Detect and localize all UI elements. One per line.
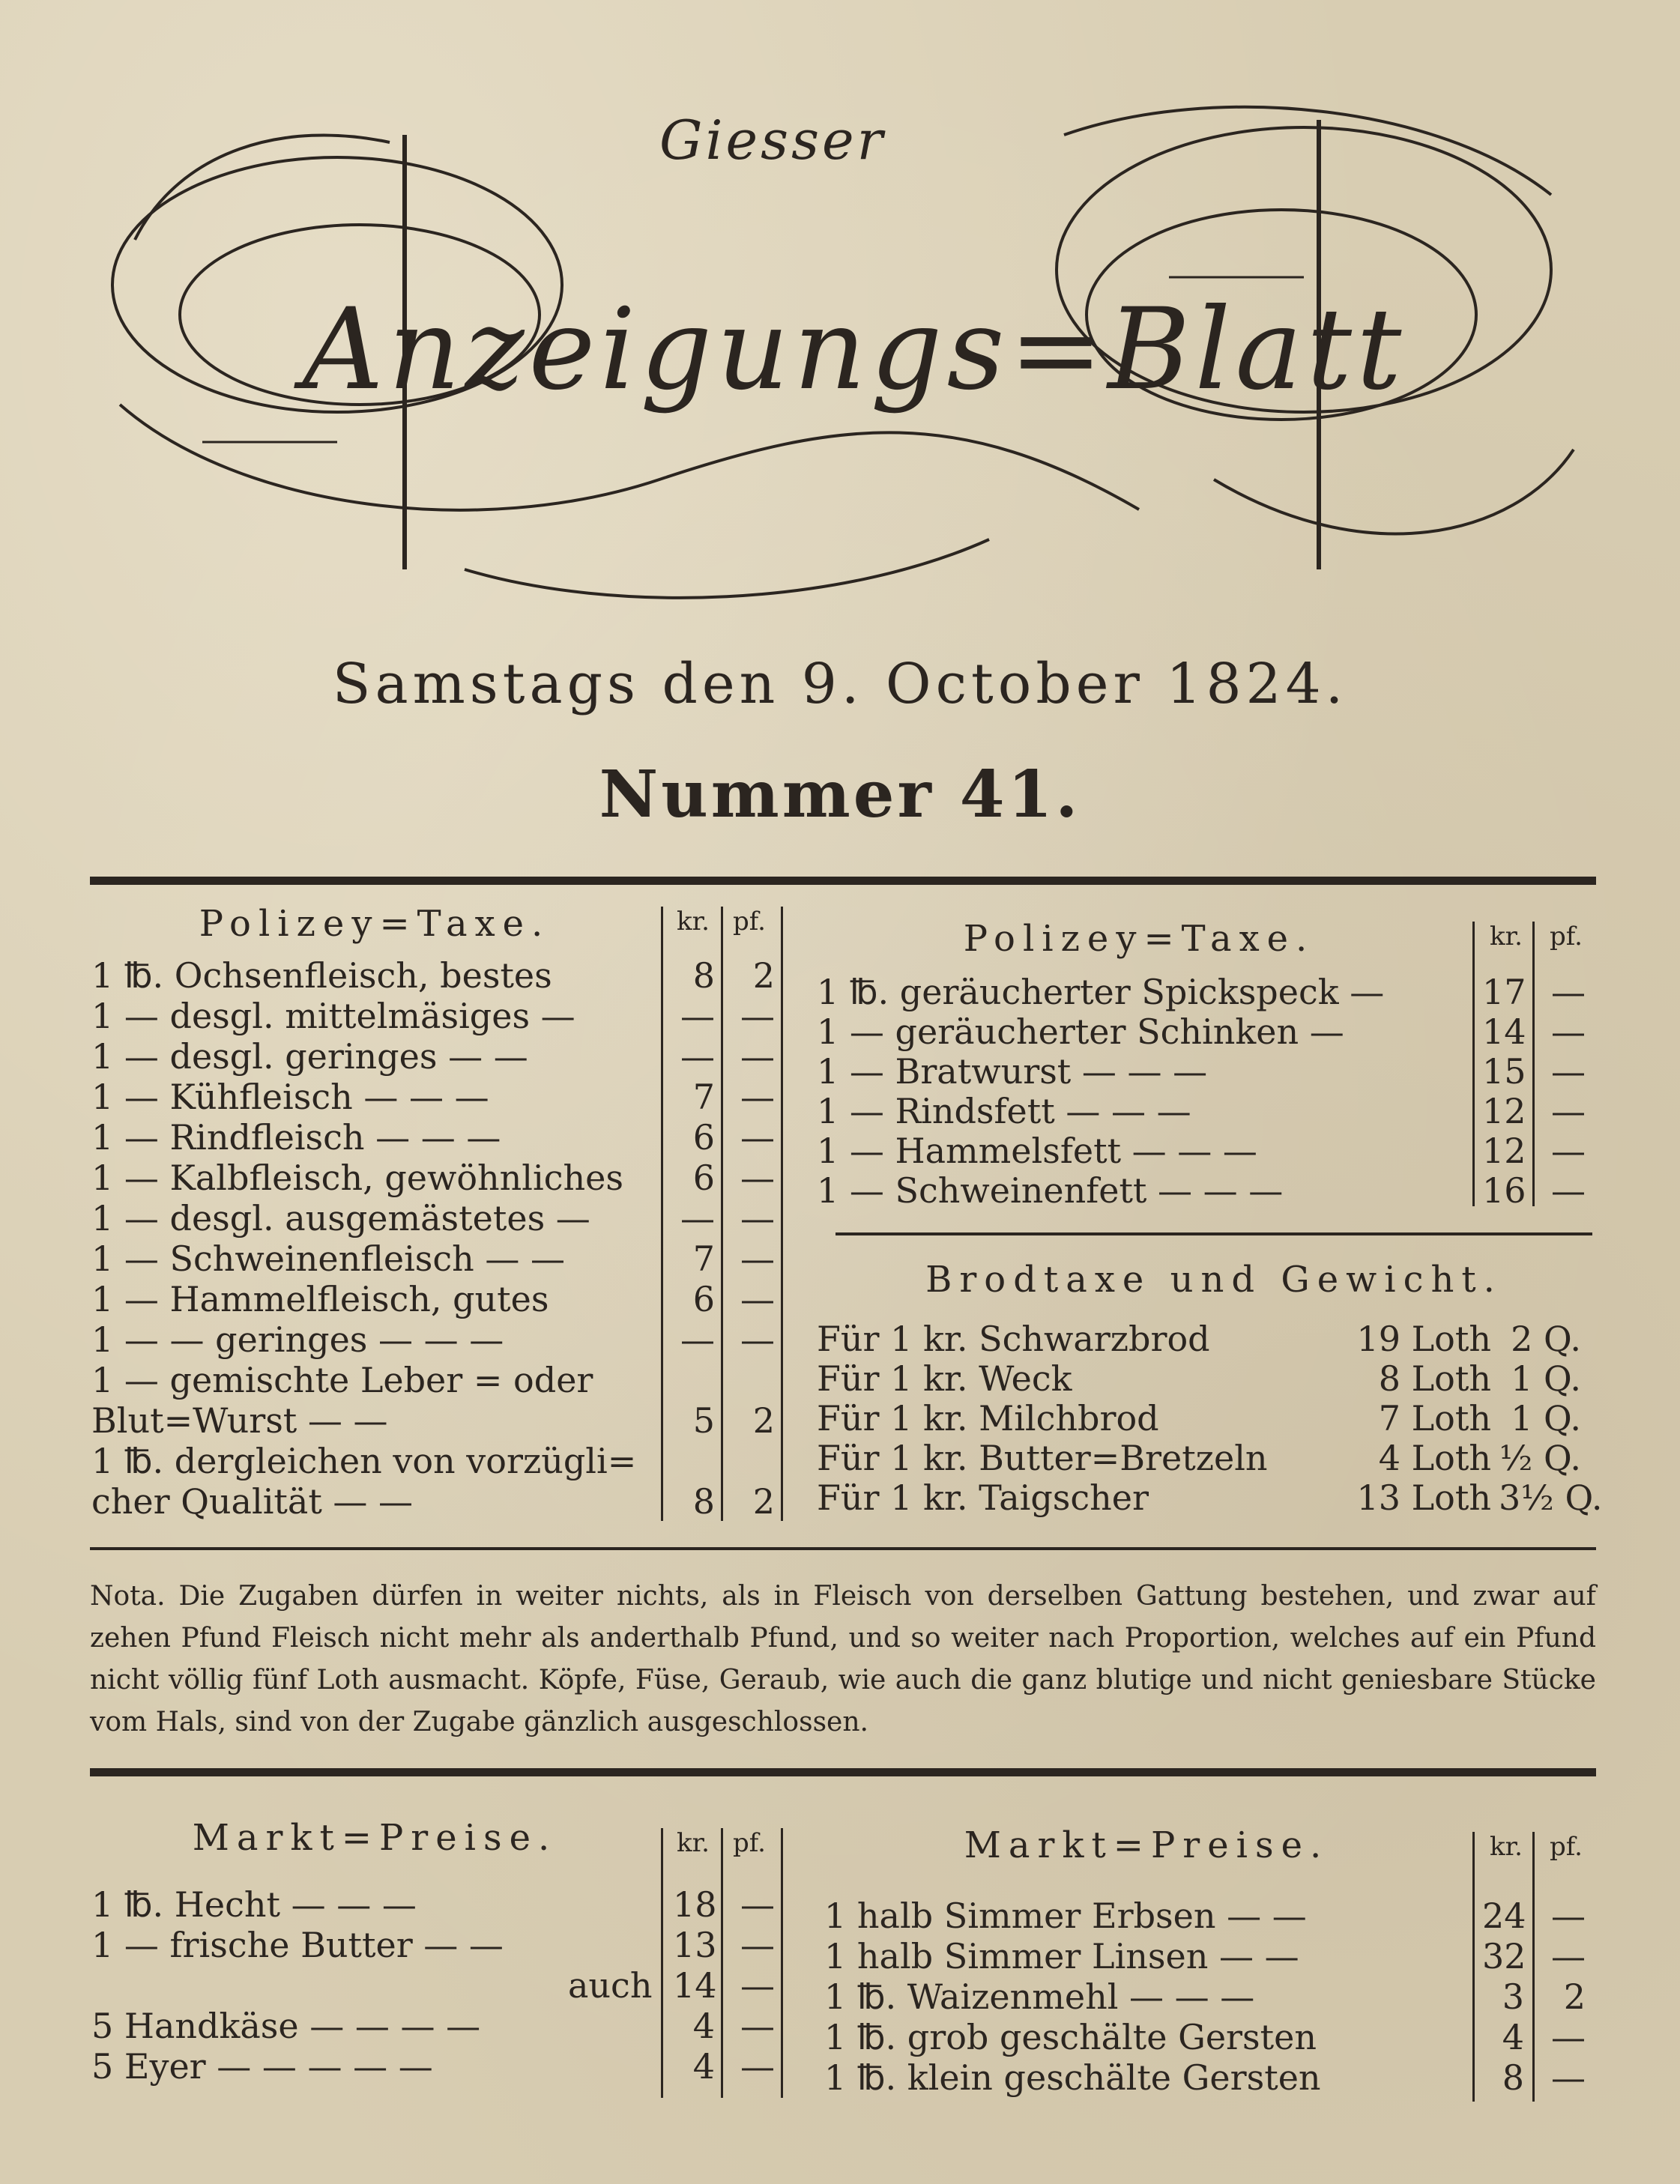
table-row — [817, 1011, 1589, 1052]
row-name: cher Qualität — — — [91, 1481, 414, 1522]
table-row — [817, 972, 1589, 1012]
row-pf: — — [740, 2046, 775, 2087]
table-row — [91, 1884, 778, 1925]
police-right-heading: Polizey=Taxe. — [963, 918, 1315, 960]
row-kr: 24 — [1482, 1896, 1526, 1936]
bread-label: Für 1 kr. Milchbrod — [817, 1398, 1159, 1439]
row-name: 1 — Hammelsfett — — — — [817, 1131, 1257, 1171]
bread-row — [817, 1319, 1596, 1359]
market-right-col-pf: pf. — [1550, 1832, 1583, 1862]
row-name: 1 — Rindsfett — — — — [817, 1091, 1191, 1131]
row-pf: — — [1551, 1091, 1586, 1131]
table-row — [91, 1925, 778, 1965]
bread-quentchen: 2 Q. — [1511, 1319, 1581, 1359]
row-name: 1 — Schweinenfett — — — — [817, 1170, 1284, 1211]
table-row — [824, 1976, 1589, 2017]
bread-row — [817, 1438, 1596, 1478]
table-row — [91, 1360, 778, 1400]
table-row — [91, 1279, 778, 1319]
market-right-col-kr: kr. — [1490, 1832, 1523, 1862]
row-name: 1 — Rindfleisch — — — — [91, 1117, 501, 1158]
table-row — [817, 1051, 1589, 1092]
row-kr: 8 — [692, 955, 715, 996]
row-name: 1 — desgl. mittelmäsiges — — [91, 996, 575, 1036]
police-left-vrule-3 — [781, 907, 783, 1521]
table-row — [91, 1077, 778, 1117]
row-name: 1 — Hammelfleisch, gutes — [91, 1279, 549, 1319]
row-pf: 2 — [752, 1400, 775, 1441]
issue-number: Nummer 41. — [599, 757, 1081, 832]
row-name: 1 ℔. grob geschälte Gersten — [824, 2017, 1317, 2057]
bread-rule — [836, 1232, 1592, 1235]
row-pf: — — [740, 1158, 775, 1198]
market-rule — [90, 1768, 1596, 1776]
row-name: auch — [568, 1965, 653, 2006]
row-name: 5 Handkäse — — — — — [91, 2006, 481, 2046]
table-row — [824, 1936, 1589, 1976]
row-pf: — — [740, 1884, 775, 1925]
table-row — [91, 1441, 778, 1481]
row-pf: — — [740, 1117, 775, 1158]
row-name: Blut=Wurst — — — [91, 1400, 388, 1441]
row-kr: 8 — [1502, 2057, 1524, 2098]
row-name: 1 halb Simmer Erbsen — — — [824, 1896, 1307, 1936]
row-kr: 15 — [1482, 1051, 1526, 1092]
row-kr: 12 — [1482, 1091, 1526, 1131]
table-row — [91, 1319, 778, 1360]
table-row — [91, 1400, 778, 1441]
row-kr: 6 — [692, 1117, 715, 1158]
table-row — [91, 1965, 778, 2006]
top-rule — [90, 877, 1596, 885]
police-left-col-pf: pf. — [733, 907, 766, 937]
table-row — [91, 1198, 778, 1238]
police-right-col-kr: kr. — [1490, 922, 1523, 952]
bread-weight: 13 Loth — [1356, 1477, 1491, 1518]
row-pf: — — [740, 1965, 775, 2006]
bread-quentchen: 1 Q. — [1511, 1398, 1581, 1439]
row-name: 1 ℔. geräucherter Spickspeck — — [817, 972, 1385, 1012]
row-kr: — — [680, 1319, 715, 1360]
table-row — [91, 996, 778, 1036]
bread-weight: 7 Loth — [1378, 1398, 1491, 1439]
police-left-col-kr: kr. — [677, 907, 710, 937]
table-row — [91, 2006, 778, 2046]
row-pf: 2 — [1563, 1976, 1586, 2017]
table-row — [91, 1238, 778, 1279]
market-right-heading: Markt=Preise. — [964, 1824, 1329, 1866]
row-name: 1 — Bratwurst — — — — [817, 1051, 1208, 1092]
table-row — [91, 955, 778, 996]
row-name: 1 ℔. Hecht — — — — [91, 1884, 417, 1925]
bread-weight: 19 Loth — [1356, 1319, 1491, 1359]
row-pf: — — [1551, 2057, 1586, 2098]
market-left-col-kr: kr. — [677, 1828, 710, 1858]
row-kr: 6 — [692, 1279, 715, 1319]
row-name: 1 — Kalbfleisch, gewöhnliches — [91, 1158, 623, 1198]
table-row — [817, 1170, 1589, 1211]
row-name: 1 halb Simmer Linsen — — — [824, 1936, 1299, 1976]
bread-label: Für 1 kr. Butter=Bretzeln — [817, 1438, 1268, 1478]
row-name: 5 Eyer — — — — — — [91, 2046, 433, 2087]
row-pf: — — [740, 1925, 775, 1965]
row-kr: 3 — [1502, 1976, 1524, 2017]
row-name: 1 ℔. klein geschälte Gersten — [824, 2057, 1321, 2098]
table-row — [91, 1117, 778, 1158]
row-name: 1 ℔. dergleichen von vorzügli= — [91, 1441, 637, 1481]
row-pf: — — [740, 1319, 775, 1360]
bread-heading: Brodtaxe und Gewicht. — [925, 1259, 1502, 1301]
row-pf: 2 — [752, 955, 775, 996]
bread-row — [817, 1358, 1596, 1399]
bread-weight: 8 Loth — [1378, 1358, 1491, 1399]
table-row — [824, 1896, 1589, 1936]
market-left-heading: Markt=Preise. — [192, 1817, 558, 1859]
row-pf: — — [1551, 972, 1586, 1012]
bread-quentchen: 3½ Q. — [1499, 1477, 1603, 1518]
row-kr: 12 — [1482, 1131, 1526, 1171]
table-row — [817, 1091, 1589, 1131]
bread-label: Für 1 kr. Weck — [817, 1358, 1072, 1399]
bread-label: Für 1 kr. Schwarzbrod — [817, 1319, 1210, 1359]
row-kr: 17 — [1482, 972, 1526, 1012]
police-right-col-pf: pf. — [1550, 922, 1583, 952]
row-kr: 7 — [692, 1077, 715, 1117]
row-kr: 4 — [692, 2046, 715, 2087]
row-kr: 7 — [692, 1238, 715, 1279]
row-kr: 6 — [692, 1158, 715, 1198]
row-kr: 32 — [1482, 1936, 1526, 1976]
row-kr: 8 — [692, 1481, 715, 1522]
row-name: 1 — Schweinenfleisch — — — [91, 1238, 566, 1279]
row-pf: — — [740, 1077, 775, 1117]
masthead-title: Anzeigungs=Blatt — [302, 285, 1406, 415]
row-pf: — — [1551, 1936, 1586, 1976]
row-name: 1 ℔. Ochsenfleisch, bestes — [91, 955, 552, 996]
row-name: 1 — — geringes — — — — [91, 1319, 504, 1360]
row-kr: 4 — [692, 2006, 715, 2046]
row-pf: — — [1551, 1170, 1586, 1211]
dateline: Samstags den 9. October 1824. — [332, 652, 1348, 716]
row-pf: 2 — [752, 1481, 775, 1522]
row-kr: — — [680, 996, 715, 1036]
row-name: 1 — desgl. geringes — — — [91, 1036, 528, 1077]
police-left-heading: Polizey=Taxe. — [199, 903, 551, 945]
row-pf: — — [740, 1036, 775, 1077]
bread-quentchen: ½ Q. — [1499, 1438, 1581, 1478]
bread-label: Für 1 kr. Taigscher — [817, 1477, 1149, 1518]
row-pf: — — [1551, 2017, 1586, 2057]
masthead-prefix: Giesser — [659, 109, 886, 172]
table-row — [91, 1481, 778, 1522]
row-name: 1 — desgl. ausgemästetes — — [91, 1198, 590, 1238]
row-name: 1 — Kühfleisch — — — — [91, 1077, 489, 1117]
bread-row — [817, 1477, 1603, 1518]
row-kr: 13 — [673, 1925, 717, 1965]
row-pf: — — [1551, 1011, 1586, 1052]
table-row — [91, 1158, 778, 1198]
row-kr: — — [680, 1036, 715, 1077]
row-pf: — — [740, 1198, 775, 1238]
table-row — [817, 1131, 1589, 1171]
table-row — [824, 2017, 1589, 2057]
row-kr: 5 — [692, 1400, 715, 1441]
row-kr: 4 — [1502, 2017, 1524, 2057]
row-pf: — — [740, 2006, 775, 2046]
row-pf: — — [740, 996, 775, 1036]
table-row — [824, 2057, 1589, 2098]
row-pf: — — [1551, 1051, 1586, 1092]
market-left-vrule-3 — [781, 1828, 783, 2098]
bread-quentchen: 1 Q. — [1511, 1358, 1581, 1399]
row-name: 1 — gemischte Leber = oder — [91, 1360, 593, 1400]
row-kr: 14 — [673, 1965, 717, 2006]
row-pf: — — [740, 1238, 775, 1279]
row-name: 1 — frische Butter — — — [91, 1925, 504, 1965]
row-kr: 16 — [1482, 1170, 1526, 1211]
row-name: 1 ℔. Waizenmehl — — — — [824, 1976, 1255, 2017]
market-left-col-pf: pf. — [733, 1828, 766, 1858]
bread-weight: 4 Loth — [1378, 1438, 1491, 1478]
row-pf: — — [1551, 1896, 1586, 1936]
table-row — [91, 2046, 778, 2087]
row-kr: 14 — [1482, 1011, 1526, 1052]
row-pf: — — [740, 1279, 775, 1319]
table-row — [91, 1036, 778, 1077]
nota-rule — [90, 1547, 1596, 1550]
row-pf: — — [1551, 1131, 1586, 1171]
nota-text: Nota. Die Zugaben dürfen in weiter nichts, als in Fleisch von derselben Gattung bestehen, und zwar auf zehen Pfund Fleisch nicht mehr als anderthalb Pfund, und so weiter nach Proportion, welches auf ein Pfund nicht völlig fünf Loth ausmacht. Köpfe, Füse, Geraub, wie auch die ganz blutige und nicht geniesbare Stücke vom Hals, sind von der Zugabe gänzlich ausgeschlossen. — [90, 1581, 1596, 1737]
bread-row — [817, 1398, 1596, 1439]
row-name: 1 — geräucherter Schinken — — [817, 1011, 1344, 1052]
row-kr: — — [680, 1198, 715, 1238]
row-kr: 18 — [673, 1884, 717, 1925]
